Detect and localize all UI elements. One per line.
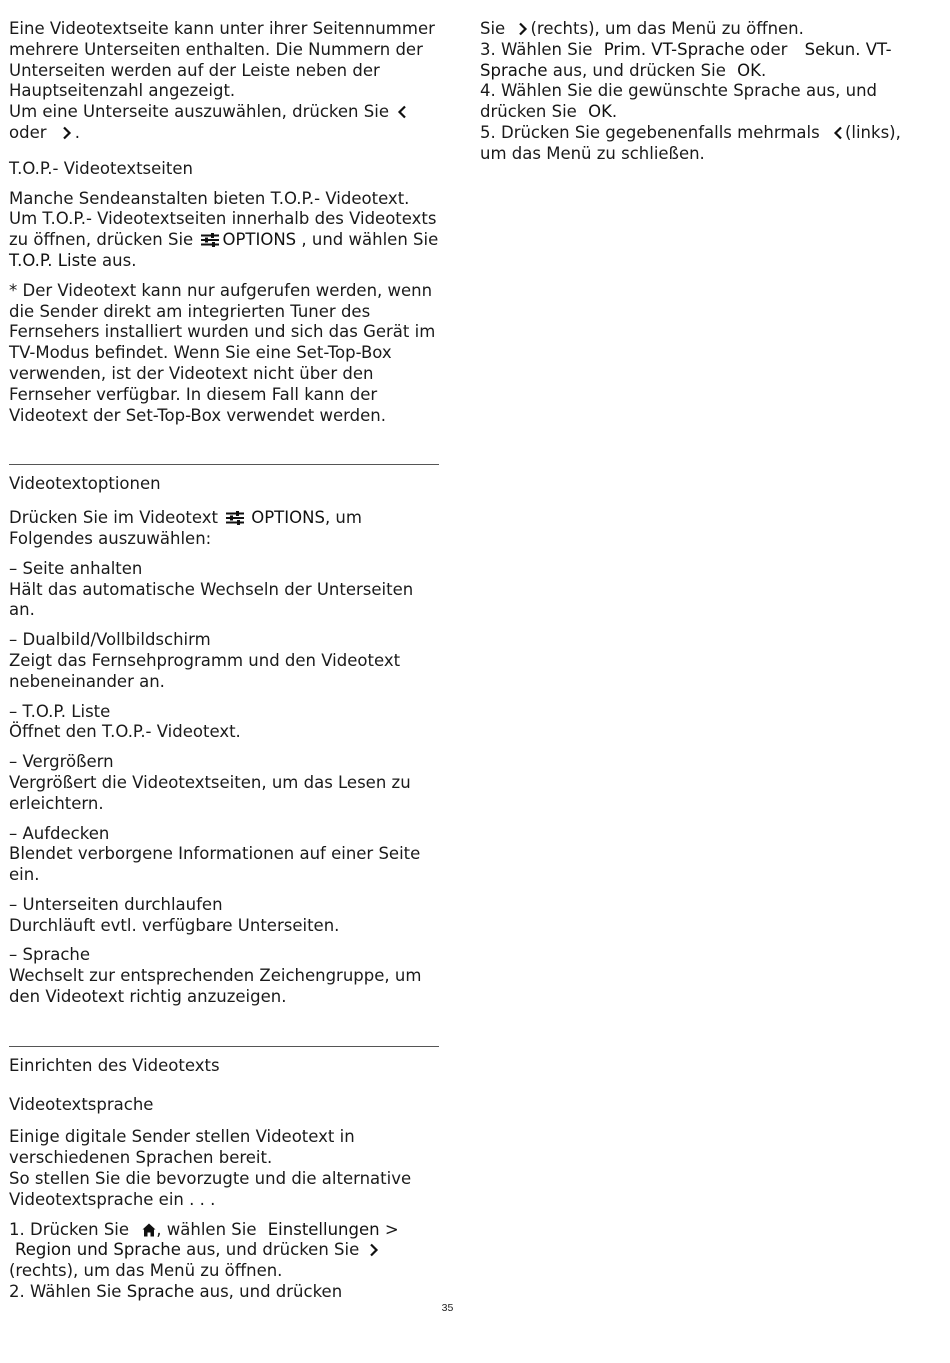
item-desc: Zeigt das Fernsehprogramm und den Videotext nebeneinander an. [9, 650, 401, 691]
options-label: OPTIONS [251, 508, 325, 528]
divider [9, 1046, 439, 1047]
page-number: 35 [441, 1302, 454, 1314]
item-title: – Unterseiten durchlaufen [9, 894, 223, 914]
step1-c: aus, und drücken Sie [186, 1240, 360, 1260]
item-title: – Aufdecken [9, 823, 110, 843]
chevron-left-icon [833, 126, 843, 140]
top-text-c: aus. [102, 250, 137, 270]
item-desc: Durchläuft evtl. verfügbare Unterseiten. [9, 915, 340, 935]
step2-c: Sie [480, 19, 506, 38]
step4-a: 4. Wählen Sie die gewünschte Sprache aus, und drücken Sie [480, 81, 877, 122]
or-text: oder [9, 122, 47, 142]
top-liste-label: T.O.P. Liste [9, 250, 97, 270]
chevron-right-icon [62, 126, 72, 140]
list-item [9, 895, 439, 937]
options-list [9, 559, 439, 1008]
list-item [9, 824, 439, 886]
oder-text: oder [749, 39, 788, 59]
step1-b: , wählen Sie [156, 1219, 257, 1239]
list-item [9, 559, 439, 621]
options-heading: Videotextoptionen [9, 474, 161, 494]
list-item [9, 630, 439, 692]
prim-label: Prim. VT-Sprache [603, 39, 745, 59]
item-title: – Sprache [9, 945, 91, 965]
options-intro [9, 508, 439, 550]
region-label: Region und Sprache [15, 1240, 181, 1260]
chevron-right-icon [369, 1243, 379, 1257]
chevron-left-icon [397, 105, 407, 119]
period: . [74, 122, 81, 142]
step2-a: 2. Wählen Sie [9, 1282, 122, 1302]
item-title: – T.O.P. Liste [9, 701, 111, 721]
item-title: – Seite anhalten [9, 558, 143, 578]
item-desc: Vergrößert die Videotextseiten, um das Lesen zu erleichtern. [9, 772, 411, 813]
intro-text: Eine Videotextseite kann unter ihrer Seitennummer mehrere Unterseiten enthalten. Die Nummern der Unterseiten werden auf der Leiste neben der Hauptseitenzahl angezeigt. [9, 19, 435, 101]
options-intro-a: Drücken Sie im Videotext [9, 508, 218, 528]
lang-heading: Videotextsprache [9, 1094, 154, 1114]
sekun-label: Sekun. VT-Sprache [480, 39, 892, 80]
item-desc: Öffnet den T.O.P.- Videotext. [9, 722, 241, 742]
options-intro-b: , um Folgendes auszuwählen: [9, 508, 362, 548]
list-item [9, 702, 439, 744]
period: . [760, 60, 767, 80]
options-label: OPTIONS [222, 230, 297, 250]
top-text-b: , und wählen Sie [301, 230, 439, 250]
item-title: – Vergrößern [9, 752, 114, 772]
steps-paragraph [9, 1220, 439, 1303]
lang-paragraph [9, 1127, 439, 1210]
ok-label: OK [588, 102, 612, 122]
step3-b: aus, und drücken Sie [552, 60, 726, 80]
note-paragraph: * Der Videotext kann nur aufgerufen werden, wenn die Sender direkt am integrierten Tuner des Fernsehers installiert wurden und sich das Gerät im TV-Modus befindet. Wenn Sie eine Set-Top-Box verwenden, ist der Videotext nicht über den Fernseher verfügbar. In diesem Fall kann der Videotext der Set-Top-Box verwendet werden. [9, 280, 436, 425]
einstellungen-label: Einstellungen [267, 1219, 380, 1239]
list-item [9, 945, 439, 1007]
lang-text-2: So stellen Sie die bevorzugte und die alternative Videotextsprache ein . . . [9, 1169, 412, 1209]
step2-b: aus, und drücken [199, 1282, 343, 1302]
setup-heading: Einrichten des Videotexts [9, 1055, 220, 1075]
step5-b: (links), um das Menü zu schließen. [480, 122, 901, 163]
step5-a: 5. Drücken Sie gegebenenfalls mehrmals [480, 122, 820, 142]
top-text-a: Manche Sendeanstalten bieten T.O.P.- Videotext. Um T.O.P.- Videotextseiten innerhalb des Videotexts zu öffnen, drücken Sie [9, 188, 437, 250]
item-desc: Wechselt zur entsprechenden Zeichengruppe, um den Videotext richtig anzuzeigen. [9, 966, 422, 1007]
step3-a: 3. Wählen Sie [480, 39, 593, 59]
home-icon [142, 1223, 156, 1237]
top-heading: T.O.P.- Videotextseiten [9, 158, 193, 178]
sprache-label: Sprache [126, 1282, 195, 1302]
left-column [9, 19, 439, 1312]
intro-instruction: Um eine Unterseite auszuwählen, drücken Sie [9, 102, 389, 122]
intro-paragraph [9, 19, 439, 144]
top-paragraph [9, 189, 439, 272]
item-desc: Hält das automatische Wechseln der Unterseiten an. [9, 579, 414, 620]
list-item [9, 752, 439, 814]
step1-a: 1. Drücken Sie [9, 1219, 130, 1239]
lang-text-1: Einige digitale Sender stellen Videotext in verschiedenen Sprachen bereit. [9, 1127, 355, 1168]
item-title: – Dualbild/Vollbildschirm [9, 630, 211, 650]
step1-d: (rechts), um das Menü zu öffnen. [9, 1261, 283, 1281]
options-sliders-icon [200, 233, 220, 247]
step2-d: (rechts), um das Menü zu öffnen. [530, 19, 804, 38]
chevron-right-icon [518, 22, 528, 36]
period: . [611, 102, 618, 122]
divider [9, 464, 439, 465]
steps-continued [480, 19, 920, 165]
ok-label: OK [737, 60, 761, 80]
gt-sign: > [384, 1219, 399, 1239]
options-sliders-icon [225, 511, 245, 525]
item-desc: Blendet verborgene Informationen auf einer Seite ein. [9, 844, 421, 885]
right-column [480, 19, 920, 174]
